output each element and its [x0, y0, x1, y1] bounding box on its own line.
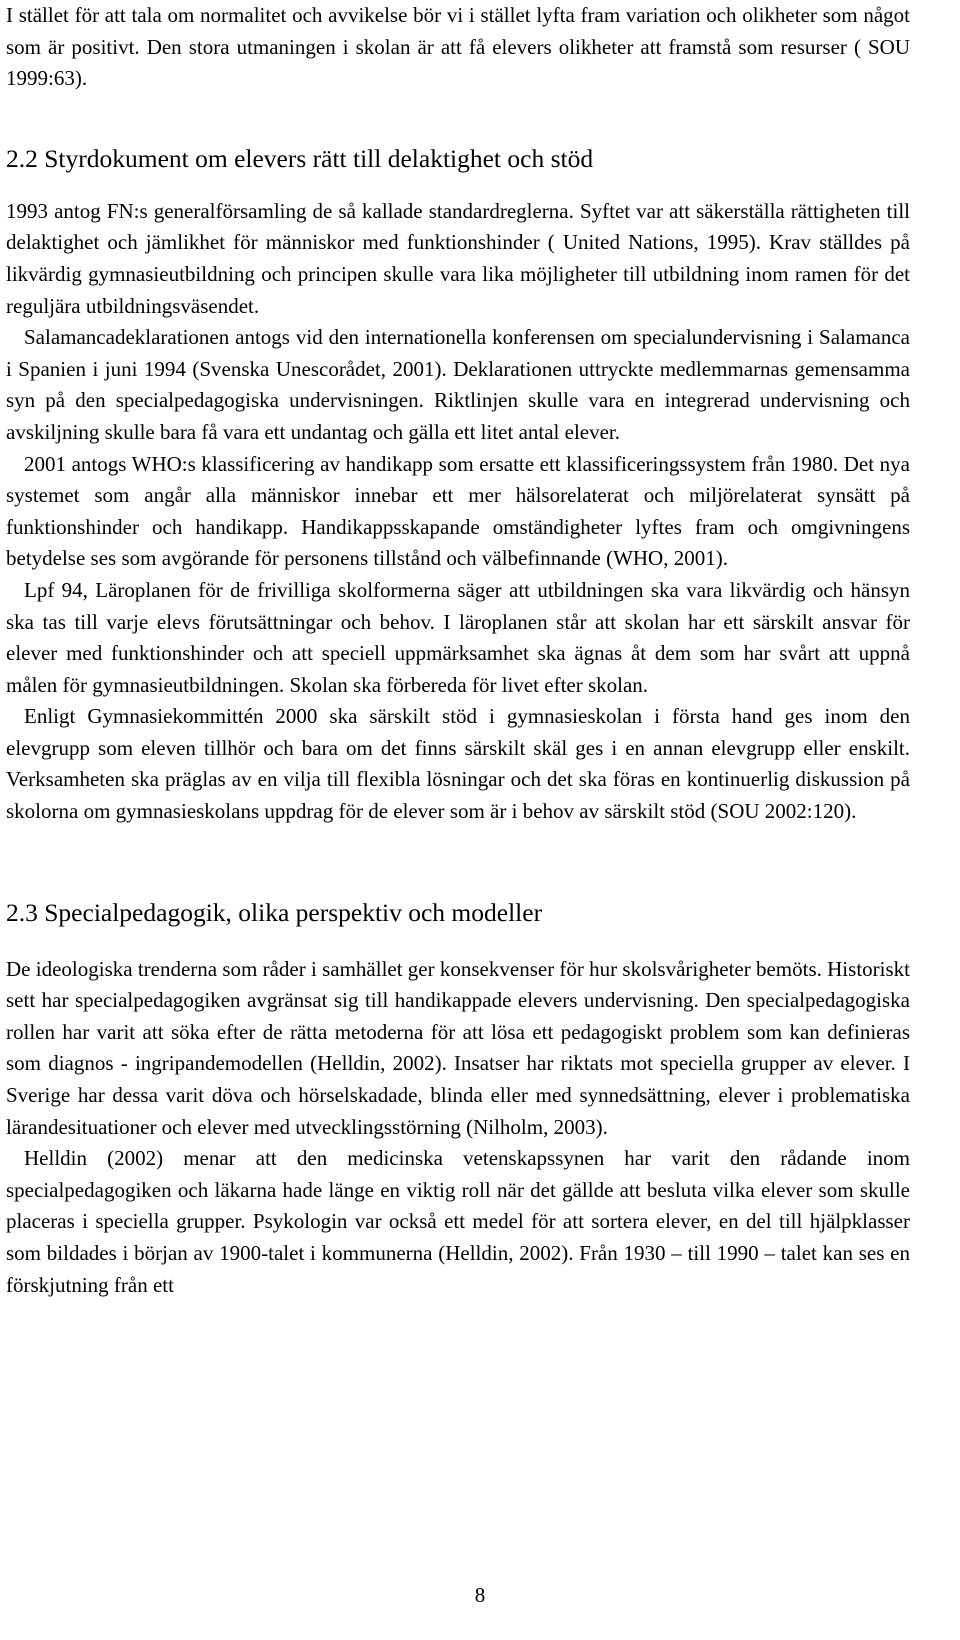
paragraph-who-klassificering: 2001 antogs WHO:s klassificering av handikapp som ersatte ett klassificeringssystem från 1980. Det nya systemet som angår alla människor innebar ett mer hälsorelaterat och miljörelaterat synsätt på funktionshinder och handikapp. Handikappsskapande omständigheter lyftes fram och omgivningens betydelse ses som avgörande för personens tillstånd och välbefinnande (WHO, 2001). [6, 451, 910, 571]
paragraph-gymnasiekommitten: Enligt Gymnasiekommittén 2000 ska särskilt stöd i gymnasieskolan i första hand ges inom den elevgrupp som eleven tillhör och bara om det finns särskilt skäl ges i en annan elevgrupp eller enskilt. Verksamheten ska präglas av en vilja till flexibla lösningar och det ska föras en kontinuerlig diskussion på skolorna om gymnasieskolans uppdrag för de elever som är i behov av särskilt stöd (SOU 2002:120). [6, 704, 910, 824]
paragraph-salamancadeklarationen: Salamancadeklarationen antogs vid den internationella konferensen om specialundervisning i Salamanca i Spanien i juni 1994 (Svenska Unescorådet, 2001). Deklarationen uttryckte medlemmarnas gemensamma syn på den specialpedagogiska undervisningen. Riktlinjen skulle vara en integrerad undervisning och avskiljning skulle bara få vara ett undantag och gälla ett litet antal elever. [6, 325, 910, 444]
page-number: 8 [474, 1583, 486, 1607]
section-heading-2-2: 2.2 Styrdokument om elevers rätt till delaktighet och stöd [6, 143, 594, 173]
paragraph-helldin: Helldin (2002) menar att den medicinska vetenskapssynen har varit den rådande inom specialpedagogiken och läkarna hade länge en viktig roll när det gällde att besluta vilka elever som skulle placeras i speciella grupper. Psykologin var också ett medel för att sortera elever, en del till hjälpklasser som bildades i början av 1900-talet i kommunerna (Helldin, 2002). Från 1930 – till 1990 – talet kan ses en förskjutning från ett [6, 1146, 910, 1297]
section-heading-2-3: 2.3 Specialpedagogik, olika perspektiv och modeller [6, 897, 543, 927]
paragraph-lpf94: Lpf 94, Läroplanen för de frivilliga skolformerna säger att utbildningen ska vara likvärdig och hänsyn ska tas till varje elevs förutsättningar och behov. I läroplanen står att skolan har ett särskilt ansvar för elever med funktionshinder och att speciell uppmärksamhet ska ägnas åt dem som har svårt att uppnå målen för gymnasieutbildningen. Skolan ska förbereda för livet efter skolan. [6, 577, 910, 697]
document-page [6, 0, 910, 1301]
paragraph-standardreglerna: 1993 antog FN:s generalförsamling de så kallade standardreglerna. Syftet var att säkerställa rättigheten till delaktighet och jämlikhet för människor med funktionshinder ( United Nations, 1995). Krav ställdes på likvärdig gymnasieutbildning och principen skulle vara lika möjligheter till utbildning inom ramen för det reguljära utbildningsväsendet. [6, 198, 910, 318]
paragraph-variation-olikheter: I stället för att tala om normalitet och avvikelse bör vi i stället lyfta fram variation och olikheter som något som är positivt. Den stora utmaningen i skolan är att få elevers olikheter att framstå som resurser ( SOU 1999:63). [6, 3, 910, 91]
paragraph-ideologiska-trenderna: De ideologiska trenderna som råder i samhället ger konsekvenser för hur skolsvårigheter bemöts. Historiskt sett har specialpedagogiken avgränsat sig till handikappade elevers undervisning. Den specialpedagogiska rollen har varit att söka efter de rätta metoderna för att lösa ett pedagogiskt problem som kan definieras som diagnos - ingripandemodellen (Helldin, 2002). Insatser har riktats mot speciella grupper av elever. I Sverige har dessa varit döva och hörselskadade, blinda eller med synnedsättning, elever i problematiska lärandesituationer och elever med utvecklingsstörning (Nilholm, 2003). [6, 956, 910, 1139]
